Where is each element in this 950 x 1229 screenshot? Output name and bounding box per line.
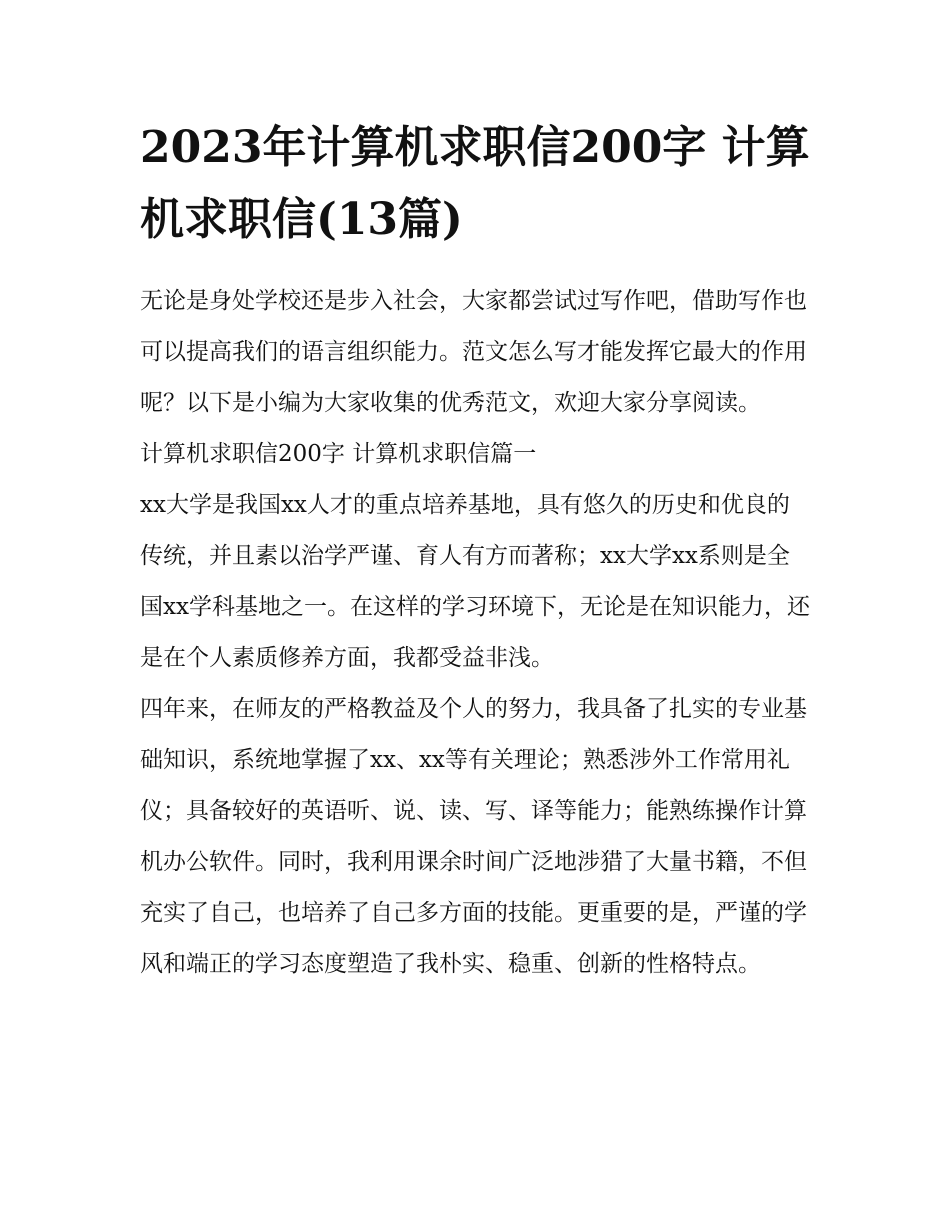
document-title: 2023年计算机求职信200字 计算机求职信(13篇) [140, 122, 810, 245]
body-paragraph: xx大学是我国xx人才的重点培养基地，具有悠久的历史和优良的传统，并且素以治学严谨、育人有方而著称；xx大学xx系则是全国xx学科基地之一。在这样的学习环境下，无论是在知识能力，还是在个人素质修养方面，我都受益非浅。 [140, 492, 810, 671]
section-heading: 计算机求职信200字 计算机求职信篇一 [140, 441, 537, 467]
intro-paragraph: 无论是身处学校还是步入社会，大家都尝试过写作吧，借助写作也可以提高我们的语言组织能力。范文怎么写才能发挥它最大的作用呢？以下是小编为大家收集的优秀范文，欢迎大家分享阅读。 [140, 288, 807, 416]
document-body [140, 276, 812, 990]
body-paragraph: 四年来，在师友的严格教益及个人的努力，我具备了扎实的专业基础知识，系统地掌握了xx、xx等有关理论；熟悉涉外工作常用礼仪；具备较好的英语听、说、读、写、译等能力；能熟练操作计算机办公软件。同时，我利用课余时间广泛地涉猎了大量书籍，不但充实了自己，也培养了自己多方面的技能。更重要的是，严谨的学风和端正的学习态度塑造了我朴实、稳重、创新的性格特点。 [140, 696, 807, 977]
document-page [140, 112, 812, 990]
